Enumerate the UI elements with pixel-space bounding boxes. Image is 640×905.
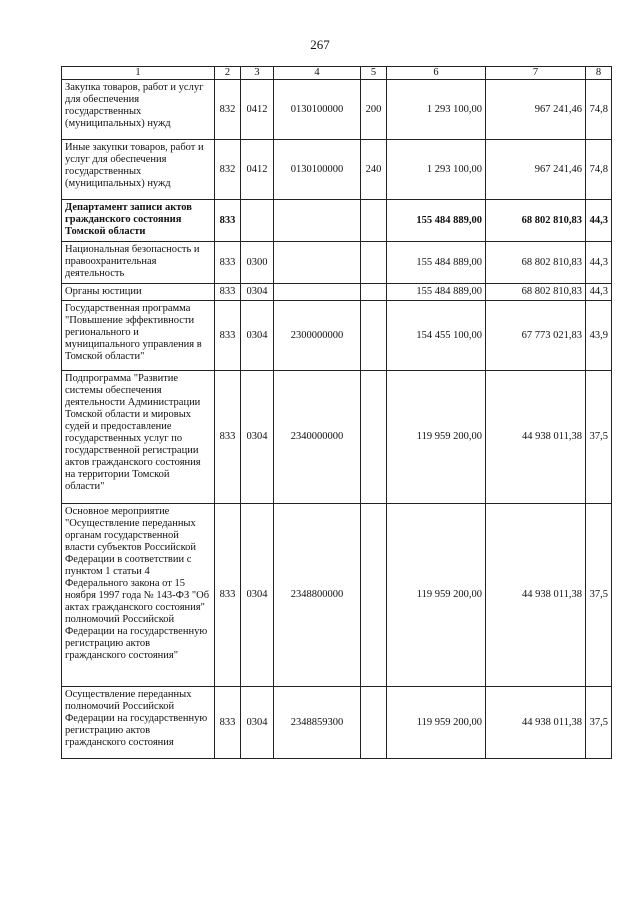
row-section: 0304 bbox=[241, 301, 274, 371]
row-plan: 155 484 889,00 bbox=[387, 200, 486, 242]
row-fact: 967 241,46 bbox=[486, 140, 586, 200]
row-fact: 44 938 011,38 bbox=[486, 687, 586, 759]
row-expense-type bbox=[361, 504, 387, 687]
row-target: 0130100000 bbox=[274, 140, 361, 200]
table-row bbox=[62, 301, 612, 371]
row-section: 0304 bbox=[241, 371, 274, 504]
header-col-1: 1 bbox=[62, 67, 215, 80]
row-ministry: 833 bbox=[215, 687, 241, 759]
row-percent: 37,5 bbox=[586, 371, 612, 504]
row-name: Закупка товаров, работ и услуг для обеспечения государственных (муниципальных) нужд bbox=[62, 80, 215, 140]
row-name: Иные закупки товаров, работ и услуг для обеспечения государственных (муниципальных) нужд bbox=[62, 140, 215, 200]
row-section: 0412 bbox=[241, 80, 274, 140]
row-ministry: 833 bbox=[215, 200, 241, 242]
row-ministry: 833 bbox=[215, 504, 241, 687]
row-fact: 44 938 011,38 bbox=[486, 371, 586, 504]
row-percent: 37,5 bbox=[586, 687, 612, 759]
row-target bbox=[274, 284, 361, 301]
header-col-8: 8 bbox=[586, 67, 612, 80]
row-section: 0412 bbox=[241, 140, 274, 200]
row-percent: 44,3 bbox=[586, 200, 612, 242]
row-section bbox=[241, 200, 274, 242]
row-target bbox=[274, 242, 361, 284]
row-percent: 37,5 bbox=[586, 504, 612, 687]
table-row bbox=[62, 284, 612, 301]
row-ministry: 832 bbox=[215, 140, 241, 200]
header-col-3: 3 bbox=[241, 67, 274, 80]
row-percent: 74,8 bbox=[586, 80, 612, 140]
header-col-2: 2 bbox=[215, 67, 241, 80]
row-ministry: 832 bbox=[215, 80, 241, 140]
row-section: 0304 bbox=[241, 504, 274, 687]
row-expense-type: 240 bbox=[361, 140, 387, 200]
budget-table bbox=[61, 66, 612, 759]
table-row bbox=[62, 504, 612, 687]
row-name: Департамент записи актов гражданского состояния Томской области bbox=[62, 200, 215, 242]
table-row bbox=[62, 200, 612, 242]
row-target: 2300000000 bbox=[274, 301, 361, 371]
row-expense-type bbox=[361, 284, 387, 301]
row-percent: 44,3 bbox=[586, 284, 612, 301]
table-row bbox=[62, 371, 612, 504]
row-plan: 155 484 889,00 bbox=[387, 242, 486, 284]
row-name: Основное мероприятие "Осуществление переданных органам государственной власти субъектов Российской Федерации в соответствии с пунктом 1 статьи 4 Федерального закона от 15 ноября 1997 года № 143-ФЗ "Об актах гражданского состояния" полномочий Российской Федерации на государственную регистрацию актов гражданского состояния" bbox=[62, 504, 215, 687]
row-plan: 1 293 100,00 bbox=[387, 140, 486, 200]
page-number: 267 bbox=[310, 37, 330, 52]
row-name: Государственная программа "Повышение эффективности регионального и муниципального управления в Томской области" bbox=[62, 301, 215, 371]
row-expense-type bbox=[361, 242, 387, 284]
header-col-5: 5 bbox=[361, 67, 387, 80]
row-expense-type bbox=[361, 301, 387, 371]
row-fact: 68 802 810,83 bbox=[486, 284, 586, 301]
header-col-6: 6 bbox=[387, 67, 486, 80]
row-target: 2348800000 bbox=[274, 504, 361, 687]
row-section: 0304 bbox=[241, 284, 274, 301]
row-ministry: 833 bbox=[215, 371, 241, 504]
row-plan: 154 455 100,00 bbox=[387, 301, 486, 371]
table-row bbox=[62, 687, 612, 759]
row-section: 0300 bbox=[241, 242, 274, 284]
header-col-4: 4 bbox=[274, 67, 361, 80]
row-plan: 119 959 200,00 bbox=[387, 504, 486, 687]
row-target: 2340000000 bbox=[274, 371, 361, 504]
row-expense-type bbox=[361, 371, 387, 504]
row-fact: 44 938 011,38 bbox=[486, 504, 586, 687]
row-fact: 967 241,46 bbox=[486, 80, 586, 140]
row-fact: 68 802 810,83 bbox=[486, 200, 586, 242]
table-row bbox=[62, 140, 612, 200]
row-target: 0130100000 bbox=[274, 80, 361, 140]
row-name: Подпрограмма "Развитие системы обеспечения деятельности Администрации Томской области и мировых судей и предоставление государственных услуг по государственной регистрации актов гражданского состояния на территории Томской области" bbox=[62, 371, 215, 504]
row-expense-type bbox=[361, 687, 387, 759]
row-target: 2348859300 bbox=[274, 687, 361, 759]
table-row bbox=[62, 242, 612, 284]
row-expense-type bbox=[361, 200, 387, 242]
table-row bbox=[62, 80, 612, 140]
header-col-7: 7 bbox=[486, 67, 586, 80]
row-plan: 119 959 200,00 bbox=[387, 371, 486, 504]
row-name: Осуществление переданных полномочий Российской Федерации на государственную регистрацию актов гражданского состояния bbox=[62, 687, 215, 759]
row-plan: 1 293 100,00 bbox=[387, 80, 486, 140]
row-fact: 67 773 021,83 bbox=[486, 301, 586, 371]
row-plan: 155 484 889,00 bbox=[387, 284, 486, 301]
row-percent: 44,3 bbox=[586, 242, 612, 284]
row-target bbox=[274, 200, 361, 242]
row-name: Органы юстиции bbox=[62, 284, 215, 301]
row-ministry: 833 bbox=[215, 242, 241, 284]
row-plan: 119 959 200,00 bbox=[387, 687, 486, 759]
table-header-row bbox=[62, 67, 612, 80]
row-percent: 74,8 bbox=[586, 140, 612, 200]
row-ministry: 833 bbox=[215, 284, 241, 301]
row-percent: 43,9 bbox=[586, 301, 612, 371]
row-name: Национальная безопасность и правоохранительная деятельность bbox=[62, 242, 215, 284]
row-section: 0304 bbox=[241, 687, 274, 759]
row-expense-type: 200 bbox=[361, 80, 387, 140]
row-fact: 68 802 810,83 bbox=[486, 242, 586, 284]
row-ministry: 833 bbox=[215, 301, 241, 371]
